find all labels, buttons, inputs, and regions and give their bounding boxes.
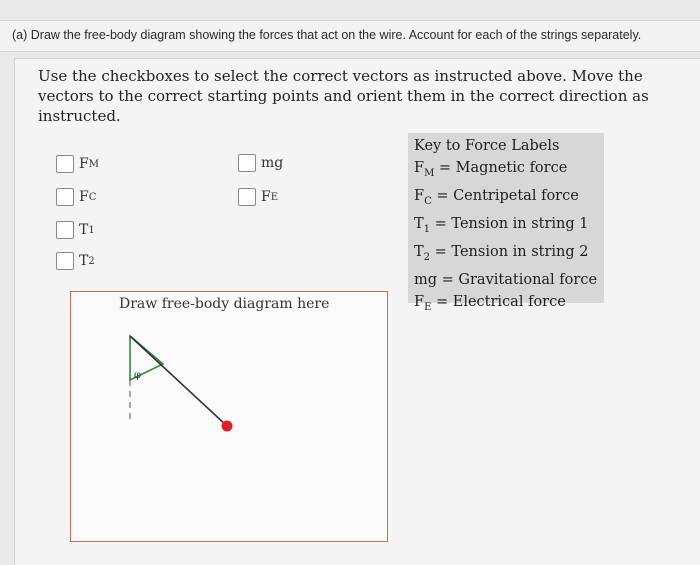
string-line — [130, 336, 227, 426]
key-row-fc: $F_C$ = Centripetal force — [414, 187, 579, 207]
key-title: Key to Force Labels — [414, 138, 560, 154]
checkbox-t1[interactable]: T 1 — [56, 221, 95, 239]
key-row-mg: mg = Gravitational force — [414, 271, 598, 288]
canvas-title: Draw free-body diagram here — [119, 296, 330, 312]
checkbox-fm-box[interactable] — [56, 155, 74, 173]
pendulum-diagram — [71, 292, 387, 541]
checkbox-mg-box[interactable] — [238, 154, 256, 172]
key-row-t1: $T_1$ = Tension in string 1 — [414, 215, 589, 235]
checkbox-fe[interactable]: F E — [238, 188, 278, 206]
checkbox-fm[interactable]: F M — [56, 155, 99, 173]
checkbox-t2[interactable]: T 2 — [56, 252, 95, 270]
checkbox-t2-box[interactable] — [56, 252, 74, 270]
checkbox-fc-box[interactable] — [56, 188, 74, 206]
wire-dot — [222, 421, 233, 432]
angle-label: φ — [134, 370, 142, 381]
question-header — [0, 20, 700, 52]
checkbox-mg[interactable]: mg — [238, 154, 283, 172]
checkbox-t1-box[interactable] — [56, 221, 74, 239]
checkbox-fe-box[interactable] — [238, 188, 256, 206]
checkbox-fc[interactable]: F C — [56, 188, 96, 206]
question-prompt: (a) Draw the free-body diagram showing the forces that act on the wire. Account for each of the strings separately. — [12, 28, 642, 42]
free-body-canvas[interactable] — [70, 291, 388, 542]
key-row-t2: $T_2$ = Tension in string 2 — [414, 243, 589, 263]
force-label-key — [408, 133, 604, 313]
key-row-fe: $F_E$ = Electrical force — [414, 293, 566, 313]
key-row-fm: $F_M$ = Magnetic force — [414, 160, 568, 179]
instructions-text: Use the checkboxes to select the correct vectors as instructed above. Move the vectors to the correct starting points and orient them in the correct direction as instructed. — [38, 67, 649, 125]
